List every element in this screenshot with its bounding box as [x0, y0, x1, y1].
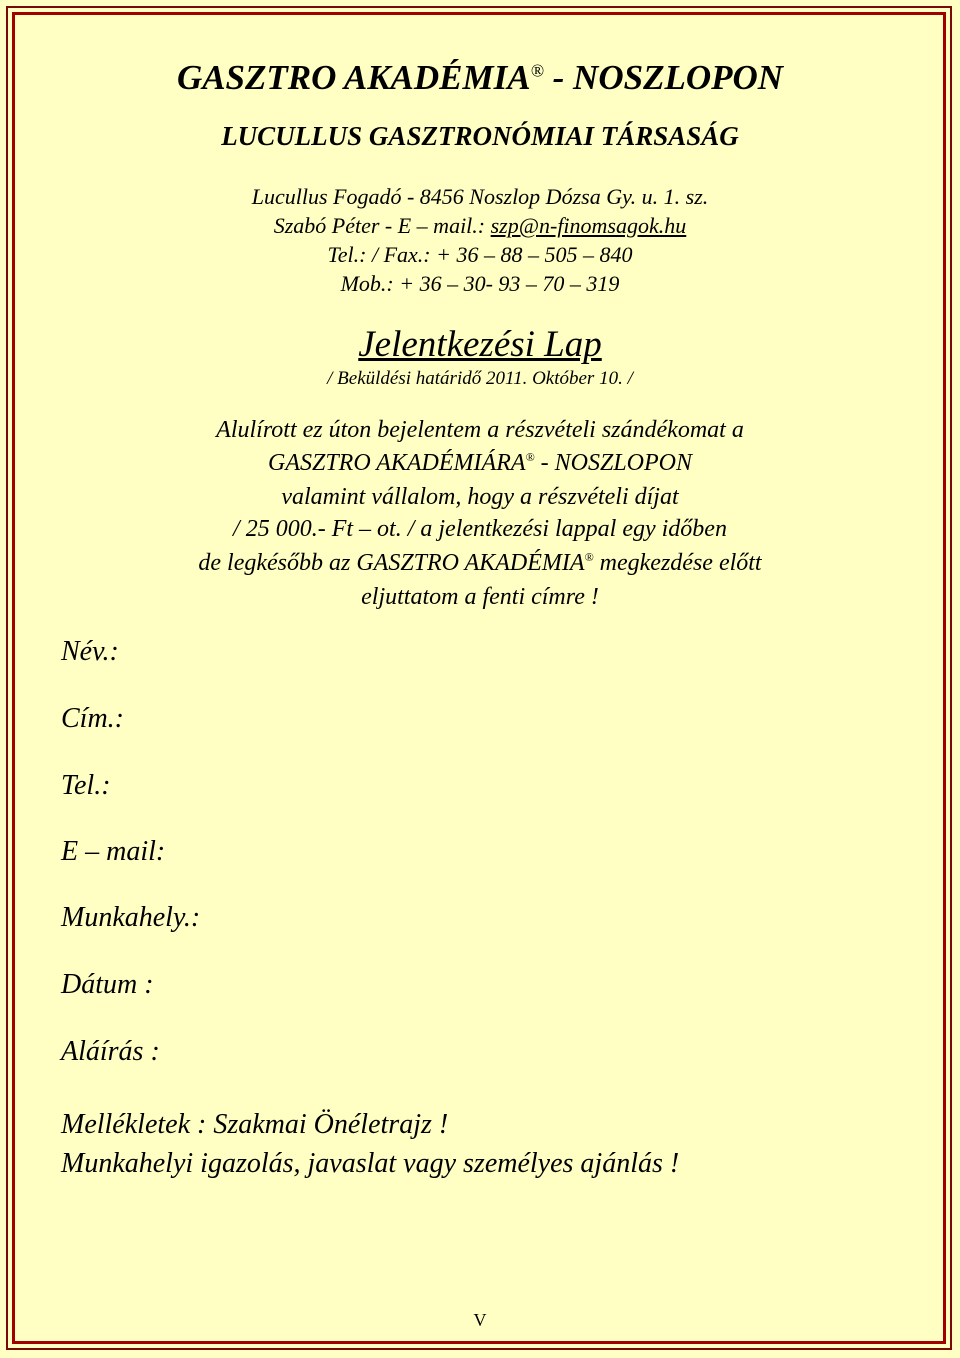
field-address-label: Cím.: — [61, 703, 124, 734]
page-number: V — [473, 1310, 487, 1330]
page-border-inner — [12, 12, 946, 1344]
registered-mark: ® — [584, 550, 594, 564]
contact-address: Lucullus Fogadó - 8456 Noszlop Dózsa Gy. u. 1. sz. — [251, 184, 709, 209]
field-email-label: E – mail: — [61, 836, 166, 867]
statement-line-5: de legkésőbb az GASZTRO AKADÉMIA® megkezdése előtt — [198, 550, 762, 576]
field-date-label: Dátum : — [61, 969, 154, 1000]
statement-line-2: GASZTRO AKADÉMIÁRA® - NOSZLOPON — [267, 450, 692, 476]
statement-line-3: valamint vállalom, hogy a részvételi díjat — [281, 484, 679, 510]
registered-mark: ® — [530, 60, 544, 81]
statement-line-6: eljuttatom a fenti címre ! — [361, 584, 599, 610]
page-title: GASZTRO AKADÉMIA® - NOSZLOPON — [176, 58, 784, 97]
contact-phone: Tel.: / Fax.: + 36 – 88 – 505 – 840 — [327, 242, 633, 267]
attachments-line-2: Munkahelyi igazolás, javaslat vagy személyes ajánlás ! — [61, 1148, 680, 1179]
email-link[interactable]: szp@n-finomsagok.hu — [490, 213, 687, 238]
contact-mobile: Mob.: + 36 – 30- 93 – 70 – 319 — [340, 271, 620, 296]
field-phone-label: Tel.: — [61, 770, 111, 801]
statement-line-1: Alulírott ez úton bejelentem a részvételi szándékomat a — [216, 417, 744, 443]
field-workplace-label: Munkahely.: — [61, 902, 201, 933]
page-subtitle: LUCULLUS GASZTRONÓMIAI TÁRSASÁG — [221, 121, 739, 151]
field-name-label: Név.: — [61, 636, 119, 667]
deadline: / Beküldési határidő 2011. Október 10. / — [327, 368, 633, 389]
statement-line-4: / 25 000.- Ft – ot. / a jelentkezési lappal egy időben — [233, 516, 727, 542]
contact-email-line: Szabó Péter - E – mail.: szp@n-finomsagok.hu — [273, 213, 687, 238]
registered-mark: ® — [525, 450, 535, 464]
form-title: Jelentkezési Lap — [358, 324, 602, 365]
field-signature-label: Aláírás : — [61, 1036, 160, 1067]
attachments-line-1: Mellékletek : Szakmai Önéletrajz ! — [61, 1109, 449, 1140]
